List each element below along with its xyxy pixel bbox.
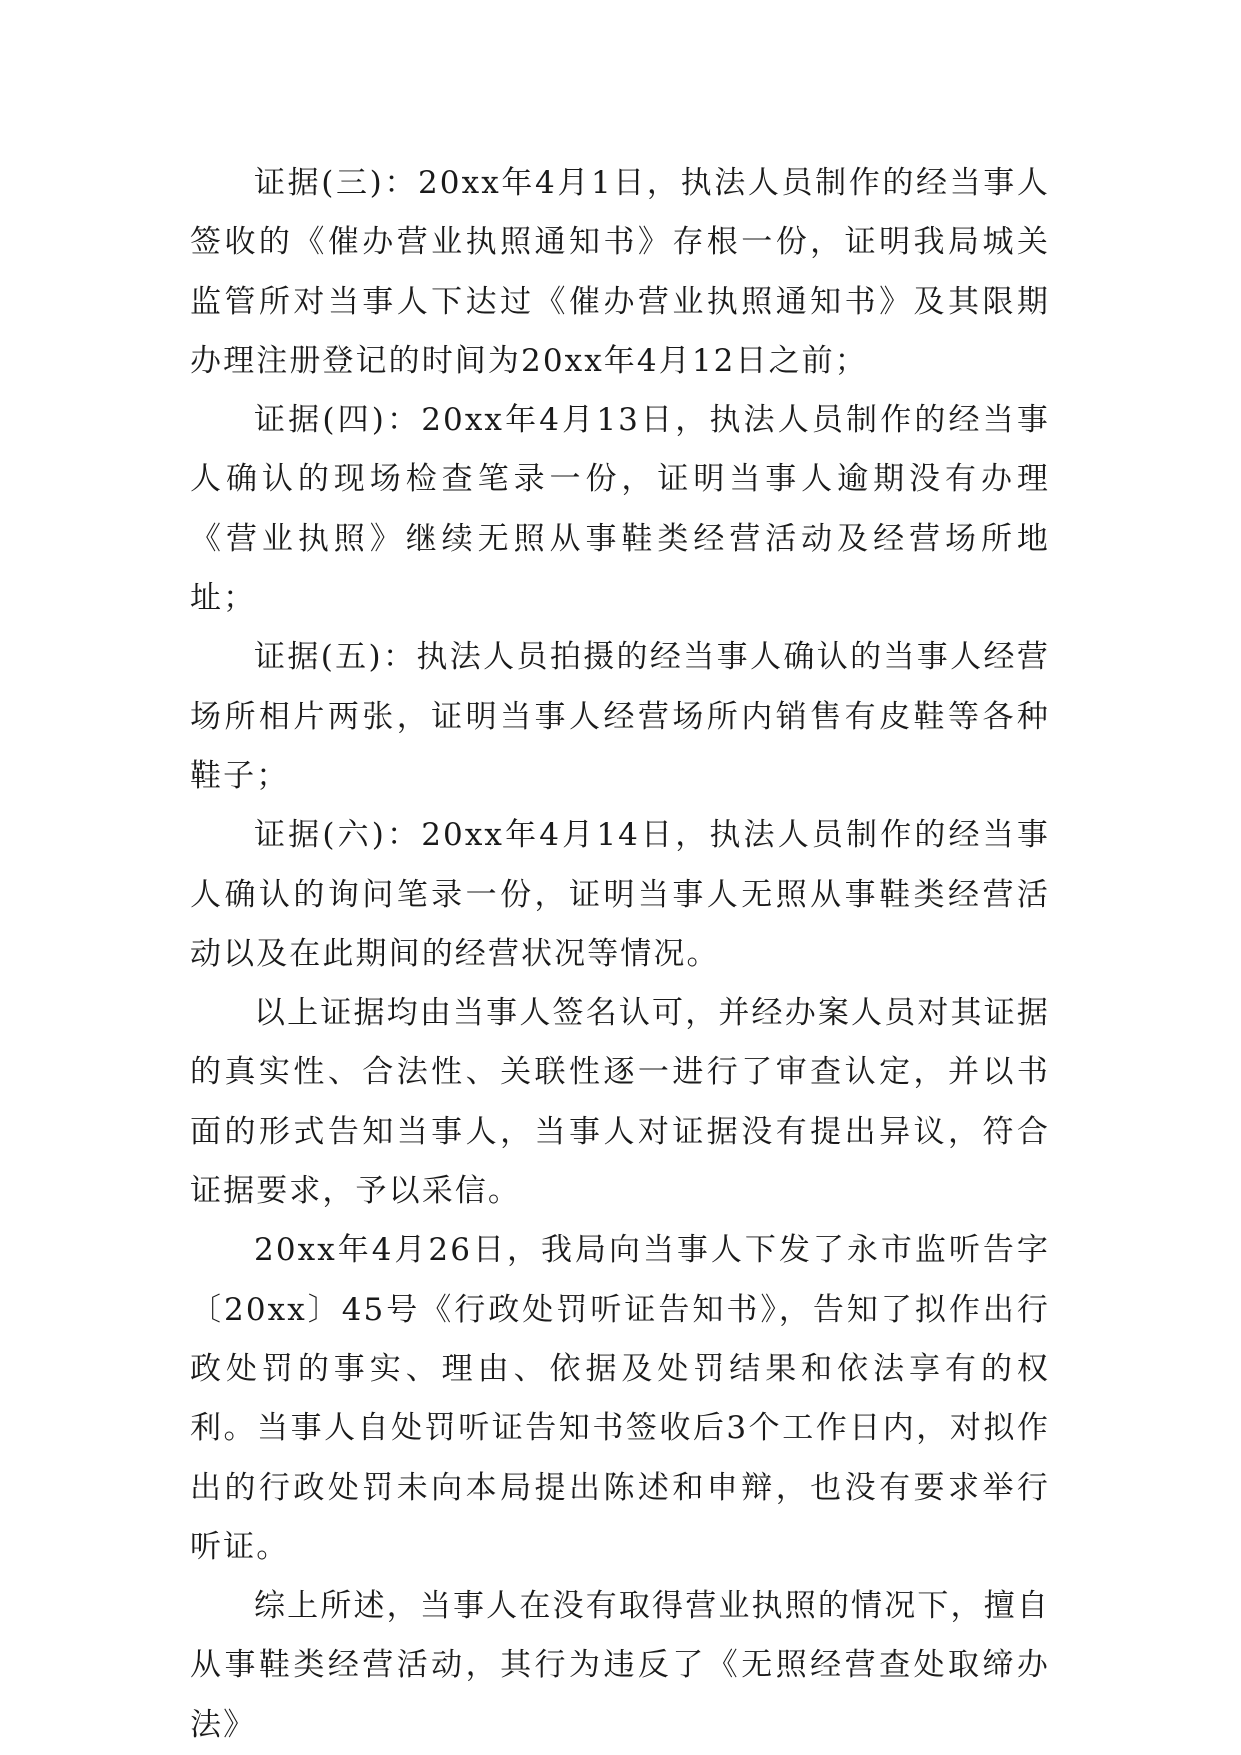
- paragraph-evidence-4: 证据(四)：20xx年4月13日，执法人员制作的经当事人确认的现场检查笔录一份，证明当事人逾期没有办理《营业执照》继续无照从事鞋类经营活动及经营场所地址；: [190, 402, 1050, 617]
- paragraph-evidence-6: 证据(六)：20xx年4月14日，执法人员制作的经当事人确认的询问笔录一份，证明当事人无照从事鞋类经营活动以及在此期间的经营状况等情况。: [190, 817, 1050, 972]
- paragraph-conclusion: 综上所述，当事人在没有取得营业执照的情况下，擅自从事鞋类经营活动，其行为违反了《无照经营查处取缔办法》: [190, 1588, 1050, 1743]
- paragraph-evidence-5: 证据(五)：执法人员拍摄的经当事人确认的当事人经营场所相片两张，证明当事人经营场所内销售有皮鞋等各种鞋子；: [190, 639, 1050, 794]
- paragraph-evidence-3: 证据(三)：20xx年4月1日，执法人员制作的经当事人签收的《催办营业执照通知书》存根一份，证明我局城关监管所对当事人下达过《催办营业执照通知书》及其限期办理注册登记的时间为20xx年4月12日之前；: [190, 165, 1050, 379]
- document-body: [190, 154, 1050, 1755]
- paragraph-hearing-notice: 20xx年4月26日，我局向当事人下发了永市监听告字〔20xx〕45号《行政处罚听证告知书》，告知了拟作出行政处罚的事实、理由、依据及处罚结果和依法享有的权利。当事人自处罚听证告知书签收后3个工作日内，对拟作出的行政处罚未向本局提出陈述和申辩，也没有要求举行听证。: [190, 1232, 1050, 1565]
- paragraph-evidence-summary: 以上证据均由当事人签名认可，并经办案人员对其证据的真实性、合法性、关联性逐一进行了审查认定，并以书面的形式告知当事人，当事人对证据没有提出异议，符合证据要求，予以采信。: [190, 995, 1050, 1210]
